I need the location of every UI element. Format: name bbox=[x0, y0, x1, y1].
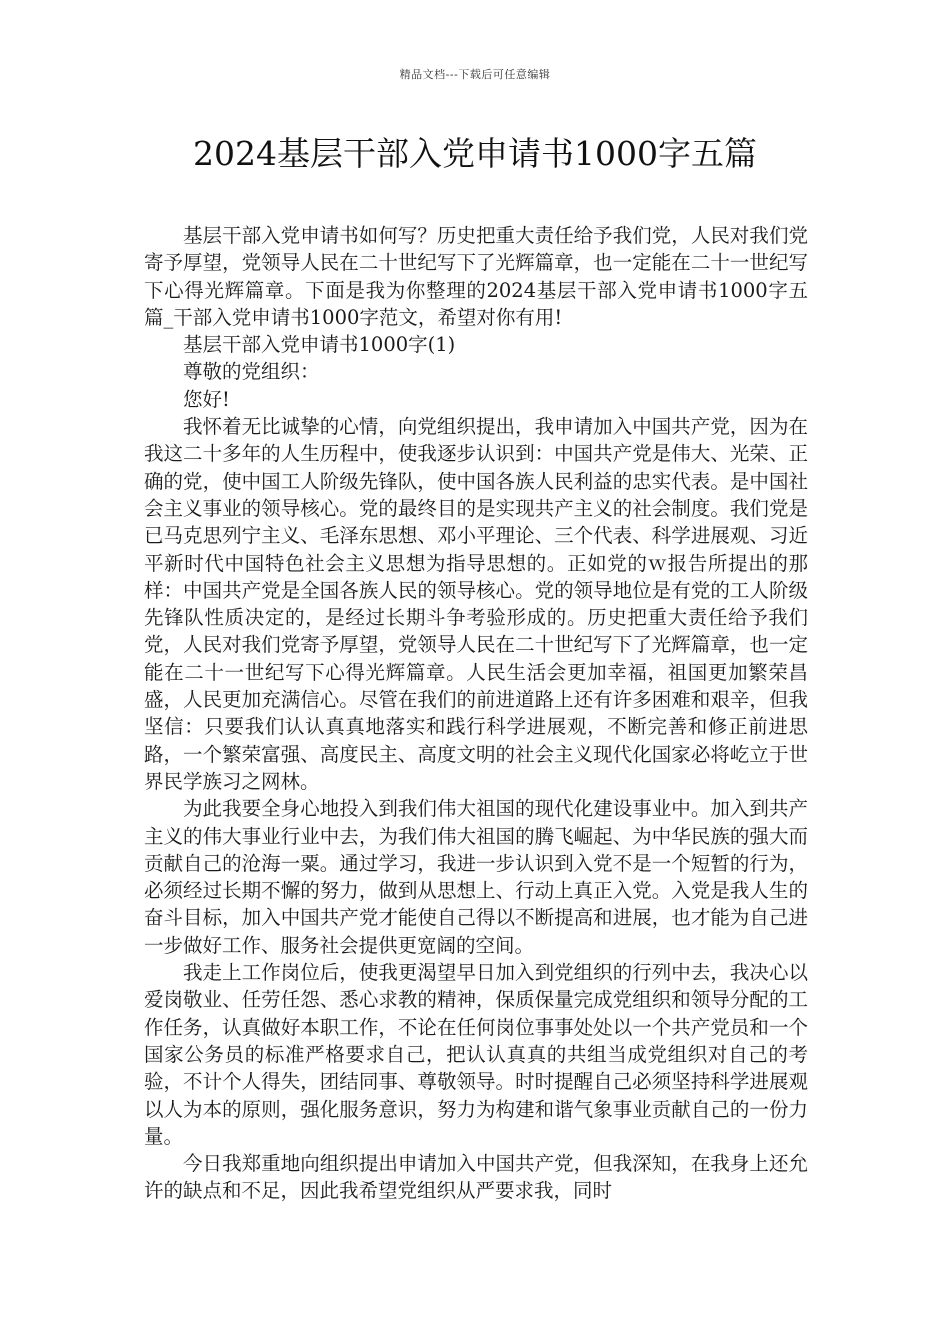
salutation: 尊敬的党组织： bbox=[183, 360, 320, 384]
body-paragraph: 今日我郑重地向组织提出申请加入中国共产党，但我深知，在我身上还允许的缺点和不足，因此我希望党组织从严要求我，同时 bbox=[144, 1152, 808, 1203]
section-heading: 基层干部入党申请书1000字(1) bbox=[183, 333, 456, 357]
body-paragraph: 我走上工作岗位后，使我更渴望早日加入到党组织的行列中去，我决心以爱岗敬业、任劳任怨、悉心求教的精神，保质保量完成党组织和领导分配的工作任务，认真做好本职工作，不论在任何岗位事事处处以一个共产党员和一个国家公务员的标准严格要求自己，把认认真真的共组当成党组织对自己的考验，不计个人得失，团结同事、尊敬领导。时时提醒自己必须坚持科学进展观以人为本的原则，强化服务意识，努力为构建和谐气象事业贡献自己的一份力量。 bbox=[144, 961, 808, 1148]
document-body bbox=[144, 222, 808, 1205]
document-title: 2024基层干部入党申请书1000字五篇 bbox=[193, 134, 757, 173]
intro-paragraph: 基层干部入党申请书如何写？历史把重大责任给予我们党，人民对我们党寄予厚望，党领导人民在二十世纪写下了光辉篇章，也一定能在二十一世纪写下心得光辉篇章。下面是我为你整理的2024基层干部入党申请书1000字五篇_干部入党申请书1000字范文，希望对你有用! bbox=[144, 224, 808, 329]
body-paragraph: 我怀着无比诚挚的心情，向党组织提出，我申请加入中国共产党，因为在我这二十多年的人生历程中，使我逐步认识到：中国共产党是伟大、光荣、正确的党，使中国工人阶级先锋队，使中国各族人民利益的忠实代表。是中国社会主义事业的领导核心。党的最终目的是实现共产主义的社会制度。我们党是已马克思列宁主义、毛泽东思想、邓小平理论、三个代表、科学进展观、习近平新时代中国特色社会主义思想为指导思想的。正如党的ｗ报告所提出的那样：中国共产党是全国各族人民的领导核心。党的领导地位是有党的工人阶级先锋队性质决定的，是经过长期斗争考验形成的。历史把重大责任给予我们党，人民对我们党寄予厚望，党领导人民在二十世纪写下了光辉篇章，也一定能在二十一世纪写下心得光辉篇章。人民生活会更加幸福，祖国更加繁荣昌盛，人民更加充满信心。尽管在我们的前进道路上还有许多困难和艰辛，但我坚信：只要我们认认真真地落实和践行科学进展观，不断完善和修正前进思路，一个繁荣富强、高度民主、高度文明的社会主义现代化国家必将屹立于世界民学族习之网林。 bbox=[144, 415, 808, 793]
body-paragraph: 为此我要全身心地投入到我们伟大祖国的现代化建设事业中。加入到共产主义的伟大事业行业中去，为我们伟大祖国的腾飞崛起、为中华民族的强大而贡献自己的沧海一粟。通过学习，我进一步认识到入党不是一个短暂的行为，必须经过长期不懈的努力，做到从思想上、行动上真正入党。入党是我人生的奋斗目标，加入中国共产党才能使自己得以不断提高和进展，也才能为自己进一步做好工作、服务社会提供更宽阔的空间。 bbox=[144, 797, 808, 957]
page-header-note: 精品文档---下载后可任意编辑 bbox=[399, 68, 551, 81]
greeting: 您好! bbox=[183, 387, 230, 411]
